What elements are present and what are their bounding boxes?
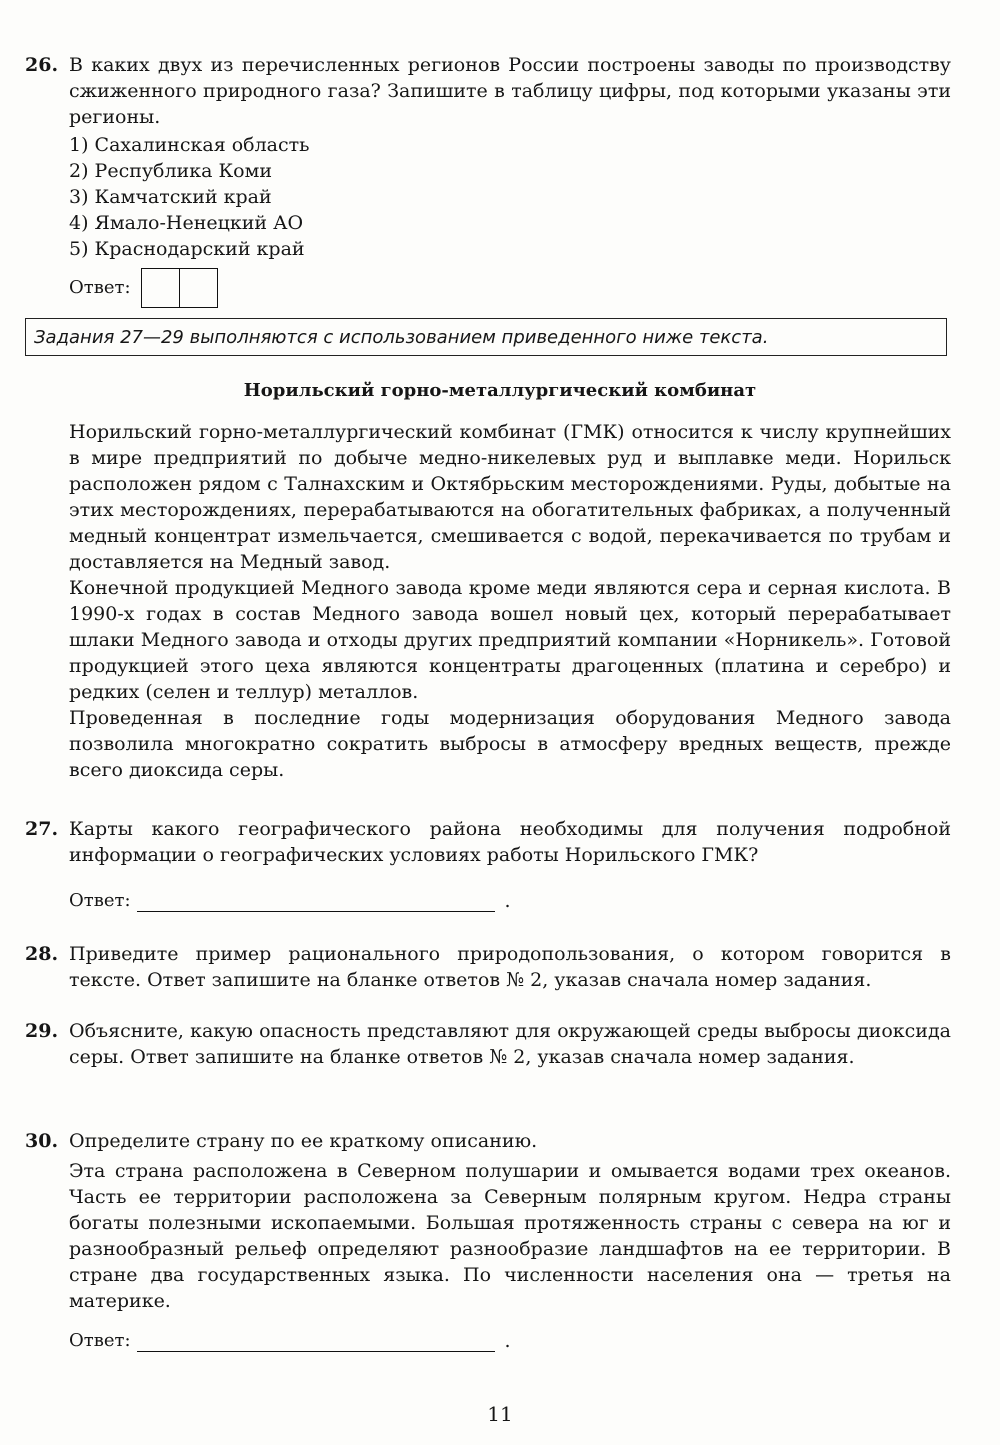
task-number: 30.	[25, 1130, 59, 1152]
answer-label: Ответ:	[69, 890, 131, 911]
instruction-banner: Задания 27—29 выполняются с использованием приведенного ниже текста.	[25, 318, 947, 356]
text-paragraph-1: Норильский горно-металлургический комбинат (ГМК) относится к числу крупнейших в мире предприятий по добыче медно-никелевых руд и выплавке меди. Норильск расположен рядом с Талнахским и Октябрьским месторождениями. Руды, добытые на этих месторождениях, перерабатываются на обогатительных фабриках, а полученный медный концентрат измельчается, смешивается с водой, перекачивается по трубам и доставляется на Медный завод.	[69, 421, 951, 573]
task-question: Объясните, какую опасность представляют для окружающей среды выбросы диоксида серы. Ответ запишите на бланке ответов № 2, указав сначала номер задания.	[69, 1020, 951, 1068]
task-question: В каких двух из перечисленных регионов России построены заводы по производству сжиженного природного газа? Запишите в таблицу цифры, под которыми указаны эти регионы.	[69, 54, 951, 128]
answer-line[interactable]	[137, 1331, 495, 1352]
task-question: Определите страну по ее краткому описанию.	[69, 1130, 538, 1152]
answer-period: .	[504, 890, 511, 912]
answer-cells	[141, 268, 218, 308]
answer-label: Ответ:	[69, 277, 131, 298]
answer-row	[69, 268, 951, 308]
answer-cell-1[interactable]	[142, 269, 179, 307]
answer-cell-2[interactable]	[179, 269, 217, 307]
reading-text	[69, 419, 951, 783]
option-2: 2) Республика Коми	[69, 160, 273, 182]
answer-period: .	[504, 1330, 511, 1352]
text-paragraph-3: Проведенная в последние годы модернизация оборудования Медного завода позволила многократно сократить выбросы в атмосферу вредных веществ, прежде всего диоксида серы.	[69, 707, 951, 781]
text-title: Норильский горно-металлургический комбинат	[243, 380, 757, 401]
task-number: 26.	[25, 54, 59, 76]
text-paragraph-2: Конечной продукцией Медного завода кроме меди являются сера и серная кислота. В 1990-х годах в состав Медного завода вошел новый цех, который перерабатывает шлаки Медного завода и отходы других предприятий компании «Норникель». Готовой продукцией этого цеха являются концентраты драгоценных (платина и серебро) и редких (селен и теллур) металлов.	[69, 577, 951, 703]
task-number: 28.	[25, 943, 59, 965]
page-number: 11	[487, 1402, 513, 1426]
task-question: Приведите пример рационального природопользования, о котором говорится в тексте. Ответ запишите на бланке ответов № 2, указав сначала номер задания.	[69, 943, 951, 991]
option-1: 1) Сахалинская область	[69, 134, 310, 156]
option-3: 3) Камчатский край	[69, 186, 272, 208]
task-number: 27.	[25, 818, 59, 840]
option-5: 5) Краснодарский край	[69, 238, 305, 260]
task-number: 29.	[25, 1020, 59, 1042]
option-4: 4) Ямало-Ненецкий АО	[69, 212, 304, 234]
task-question: Карты какого географического района необходимы для получения подробной информации о географических условиях работы Норильского ГМК?	[69, 818, 951, 866]
task-description: Эта страна расположена в Северном полушарии и омывается водами трех океанов. Часть ее территории расположена за Северным полярным кругом. Недра страны богаты полезными ископаемыми. Большая протяженность страны с севера на юг и разнообразный рельеф определяют разнообразие ландшафтов на ее территории. В стране два государственных языка. По численности населения она — третья на материке.	[69, 1160, 951, 1312]
answer-label: Ответ:	[69, 1330, 131, 1351]
answer-row	[69, 1328, 951, 1354]
answer-row	[69, 888, 951, 914]
answer-line[interactable]	[137, 891, 495, 912]
options-list	[69, 132, 951, 262]
